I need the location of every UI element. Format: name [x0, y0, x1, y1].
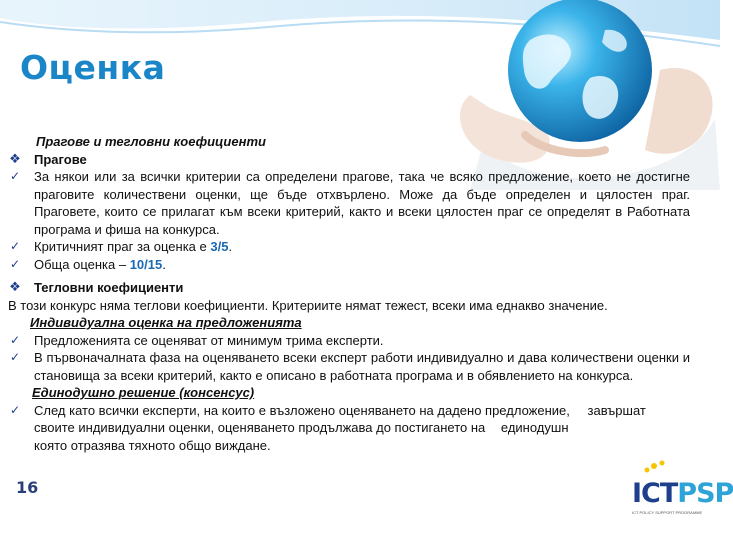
critical-threshold-text: Критичният праг за оценка е	[34, 239, 211, 254]
logo-subtitle: ICT POLICY SUPPORT PROGRAMME	[632, 510, 703, 515]
diamond-bullet-icon: ❖	[9, 280, 21, 295]
checkmark-icon: ✓	[9, 402, 21, 417]
list-item	[0, 168, 720, 238]
consensus-line: След като всички експерти, на които е възложено оценяването на дадено предложение,	[34, 402, 570, 418]
slide-body	[0, 133, 720, 454]
checkmark-icon: ✓	[9, 350, 21, 364]
diamond-bullet-icon: ❖	[9, 151, 21, 167]
total-score-value: 10/15	[129, 256, 163, 272]
list-item: ✓ Критичният праг за оценка е 3/5.	[9, 239, 233, 254]
checkmark-icon: ✓	[9, 256, 21, 271]
individual-evaluation-heading: Индивидуална оценка на предложенията	[30, 315, 302, 330]
list-item	[0, 332, 720, 350]
weights-paragraph: В този конкурс няма теглови коефициенти. Критериите нямат тежест, всеки има еднакво значение.	[8, 297, 608, 313]
consensus-line-tail: завършат	[587, 402, 646, 418]
page-number: 16	[16, 478, 39, 497]
thresholds-text: За някои или за всички критерии са определени прагове, така че всяко предложение, което не достигне праговите количествени оценки, ще бъде отхвърлено. Може да бъде определен и цялостен праг. Праговете, които се прилагат към всеки критерий, както и всеки цялостен праг се определят в Работната програма и фиша на конкурса.	[34, 169, 690, 237]
weights-bullet	[0, 279, 720, 297]
thresholds-bullet	[0, 151, 720, 169]
logo-wordmark	[632, 478, 733, 509]
checkmark-icon: ✓	[9, 169, 21, 183]
section-heading: Прагове и тегловни коефициенти	[36, 134, 266, 149]
consensus-heading: Единодушно решение (консенсус)	[32, 385, 255, 400]
slide-title: Оценка	[20, 48, 166, 87]
consensus-line: която отразява тяхното общо виждане.	[34, 437, 271, 453]
checkmark-icon: ✓	[9, 332, 21, 347]
individual-item-text: Предложенията се оценяват от минимум трима експерти.	[34, 332, 384, 348]
individual-item-text: В първоначалната фаза на оценяването всеки експерт работи индивидуално и дава количествени оценки и становища за всеки критерий, както е описано в работната програма и в обявлението на конкурса.	[34, 350, 690, 383]
checkmark-icon: ✓	[9, 239, 21, 253]
logo-psp-text: PSP	[677, 478, 733, 509]
consensus-line-tail: единодушн	[500, 420, 569, 435]
list-item	[0, 349, 720, 384]
critical-threshold-value: 3/5	[210, 239, 229, 254]
consensus-line: своите индивидуални оценки, оценяването продължава до постигането на	[34, 420, 486, 435]
list-item: ✓ Обща оценка – 10/15.	[9, 256, 166, 272]
logo-ict-text: ICT	[632, 478, 678, 509]
weights-label: Тегловни коефициенти	[34, 280, 184, 295]
list-item	[0, 402, 720, 455]
thresholds-label: Прагове	[34, 151, 87, 167]
total-score-text: Обща оценка –	[34, 256, 130, 272]
